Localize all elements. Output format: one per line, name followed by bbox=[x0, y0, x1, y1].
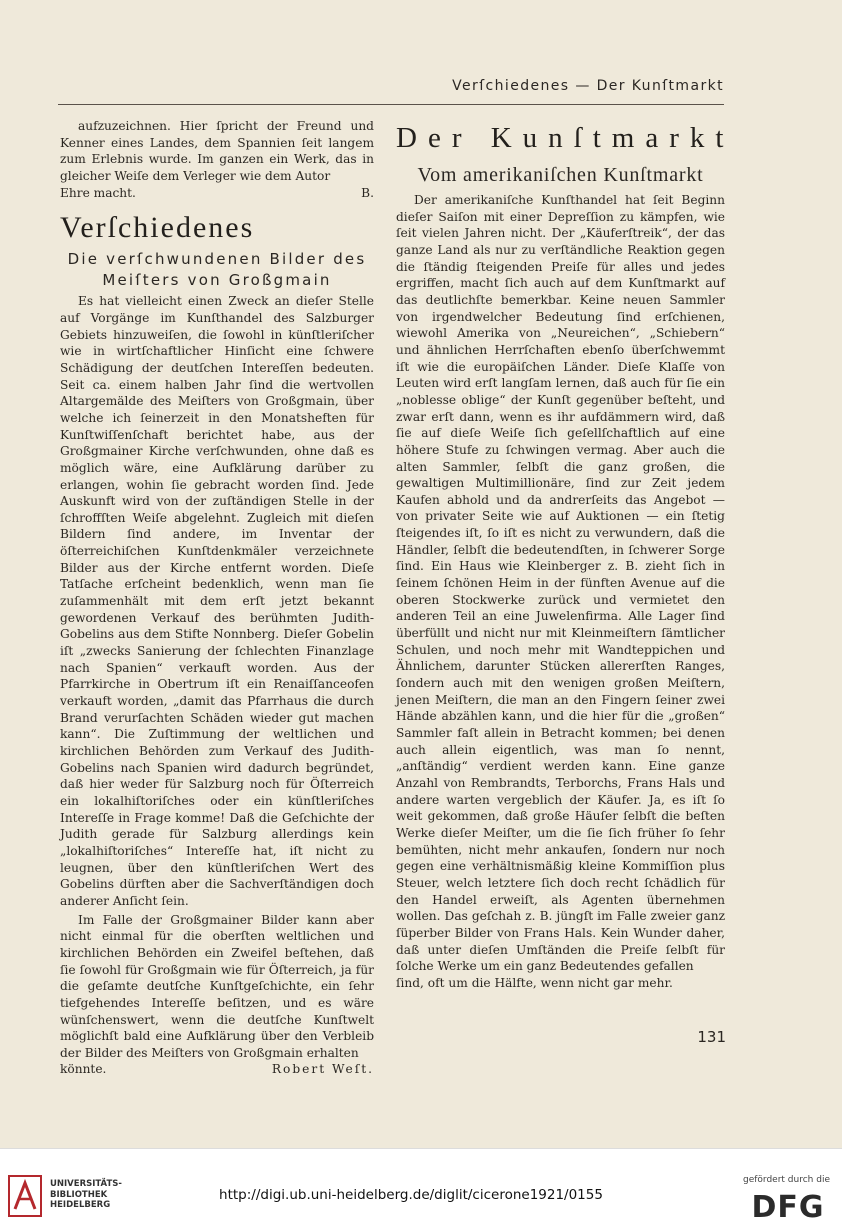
permalink-url[interactable]: http://digi.ub.uni-heidelberg.de/diglit/cicerone1921/0155 bbox=[219, 1187, 603, 1203]
dfg-logo-icon[interactable] bbox=[746, 1189, 830, 1221]
article-signature-line bbox=[60, 1061, 374, 1078]
article-signature: Robert Weſt. bbox=[271, 1062, 374, 1077]
intro-signature: B. bbox=[361, 185, 374, 200]
university-library-logo-icon[interactable] bbox=[8, 1175, 42, 1217]
intro-paragraph: aufzuzeichnen. Hier ſpricht der Freund und Kenner eines Landes, dem Spannien ſeit langem zum Erlebnis wurde. Im ganzen ein Werk, das in gleicher Weiſe dem Verleger wie dem Autor bbox=[60, 119, 374, 183]
intro-signature-line bbox=[60, 185, 374, 202]
library-line: HEIDELBERG bbox=[50, 1200, 111, 1210]
article-paragraph-2: Im Falle der Großgmainer Bilder kann aber nicht einmal für die oberſten weltlichen und kirchlichen Behörden ein Zweifel beſtehen, daß ſie ſowohl für Großgmain wie für Öſterreich, ja für die geſamte deutſche Kunſtgeſchichte, ein ſehr tiefgehendes Intereſſe beſitzen, und es wäre wünſchenswert, wenn die deutſche Kunſtwelt möglichſt bald eine Aufklärung über den Verbleib der Bilder des Meiſters von Großgmain erhalten bbox=[60, 912, 374, 1060]
right-column bbox=[396, 118, 735, 992]
page-number: 131 bbox=[697, 1028, 726, 1046]
article-title-grossgmain: Die verſchwundenen Bilder des Meiſters von Großgmain bbox=[67, 250, 367, 290]
library-name bbox=[50, 1179, 122, 1211]
article-last-line: könnte. bbox=[60, 1062, 107, 1077]
section-title-verschiedenes: Verſchiedenes bbox=[60, 211, 255, 245]
svg-text:DFG: DFG bbox=[751, 1190, 825, 1221]
article-paragraph-1: Es hat vielleicht einen Zweck an dieſer Stelle auf Vorgänge im Kunſthandel des Salzburger Gebiets hinzuweiſen, die ſowohl in künſtleriſcher wie in wirtſchaftlicher Hinſicht eine ſchwere Schädigung der deutſchen Intereſſen bedeuten. Seit ca. einem halben Jahr ſind die wertvollen Altargemälde des Meiſters von Großgmain, über welche ich ſeinerzeit in den Monatsheften für Kunſtwiſſenſchaft berichtet habe, aus der Großgmainer Kirche verſchwunden, ohne daß es möglich wäre, eine Aufklärung darüber zu erlangen, wohin ſie gebracht worden ſind. Jede Auskunft wird von der zuſtändigen Stelle in der ſchroffſten Weiſe abgelehnt. Zugleich mit dieſen Bildern ſind andere, im Inventar der öſterreichiſchen Kunſtdenkmäler verzeichnete Bilder aus der Kirche entfernt worden. Dieſe Tatſache erſcheint bedenklich, wenn man ſie zuſammenhält mit dem erſt jetzt bekannt gewordenen Verkauf des berühmten Judith-Gobelins aus dem Stifte Nonnberg. Dieſer Gobelin iſt „zwecks Sanierung der ſchlechten Finanzlage nach Spanien“ verkauft worden. Aus der Pfarrkirche in Obertrum iſt ein Renaiſſanceofen verkauft worden, „damit das Pfarrhaus die durch Brand verurſachten Schäden wieder gut machen kann“. Die Zuſtimmung der weltlichen und kirchlichen Behörden zum Verkauf des Judith-Gobelins nach Spanien wird dadurch begründet, daß hier weder für Salzburg noch für Öſterreich ein lokalhiſtoriſches oder ein künſtleriſches Intereſſe in Frage komme! Daß die Geſchichte der Judith gerade für Salzburg allerdings kein „lokalhiſtoriſches“ Intereſſe hat, iſt nicht zu leugnen, über den künſtleriſchen Wert des Gobelins dürften aber die Sachverſtändigen doch anderer Anſicht ſein. bbox=[60, 294, 374, 908]
section-title-kunstmarkt: Der Kunſtmarkt bbox=[396, 122, 735, 154]
left-column bbox=[60, 118, 374, 1078]
intro-last-line: Ehre macht. bbox=[60, 185, 136, 200]
library-line: BIBLIOTHEK bbox=[50, 1189, 108, 1200]
header-rule bbox=[58, 104, 724, 105]
footer-bar bbox=[0, 1148, 842, 1227]
library-line: UNIVERSITÄTS- bbox=[50, 1179, 122, 1189]
market-paragraph-1: Der amerikaniſche Kunſthandel hat ſeit Beginn dieſer Saiſon mit einer Depreſſion zu kämpfen, wie ſeit vielen Jahren nicht. Der „Käuferſtreik“, der das ganze Land als nur zu verſtändliche Reaktion gegen die ſtändig ſteigenden Preiſe für alles und jedes ergriffen, macht ſich auch auf dem Kunſtmarkt auf das deutlichſte bemerkbar. Keine neuen Sammler von irgendwelcher Bedeutung ſind erſchienen, wiewohl Amerika von „Neureichen“, „Schiebern“ und ähnlichen Herrſchaften ebenſo überſchwemmt iſt wie die europäiſchen Länder. Dieſe Klaſſe von Leuten wird erſt langſam lernen, daß auch für ſie ein „noblesse oblige“ der Kunſt gegenüber beſteht, und zwar erſt dann, wenn es ihr aufdämmern wird, daß ſie auf dieſe Weiſe ſich geſellſchaftlich auf eine höhere Stufe zu ſchwingen vermag. Aber auch die alten Sammler, ſelbſt die ganz großen, die gewaltigen Multimillionäre, ſind zur Zeit jedem Kaufen abhold und da andrerſeits das Angebot — von privater Seite wie auf Auktionen — ein ſtetig ſteigendes iſt, ſo iſt es nicht zu verwundern, daß die Händler, ſelbſt die bedeutendſten, in ſchwerer Sorge ſind. Ein Haus wie Kleinberger z. B. zieht ſich in ſeinem ſchönen Heim in der fünften Avenue auf die oberen Stockwerke zurück und vermietet den anderen Teil an eine Juwelenfirma. Alle Lager ſind überfüllt und nicht nur mit Kleinmeiſtern ſämtlicher Schulen, und noch mehr mit Wandteppichen und Ähnlichem, darunter Stücken allererſten Ranges, ſondern auch mit den wenigen großen Meiſtern, jenen Meiſtern, die man an den Fingern ſeiner zwei Hände abzählen kann, und die hier für die „großen“ Sammler faſt allein in Betracht kommen; bei denen auch allein eigentlich, was man ſo nennt, „anſtändig“ verdient werden kann. Eine ganze Anzahl von Rembrandts, Terborchs, Frans Hals und andere warten vergeblich der Käufer. Ja, es iſt ſo weit gekommen, daß große Häuſer ſelbſt die beſten Werke dieſer Meiſter, um die ſie ſich früher ſo ſehr bemühten, nicht mehr ankaufen, ſondern nur noch gegen eine verhältnismäßig kleine Kommiſſion plus Steuer, welch letztere ſich doch recht ſchädlich für den Handel erweiſt, als Agenten übernehmen wollen. Das geſchah z. B. jüngſt im Falle zweier ganz ſüperber Bilder von Frans Hals. Kein Wunder daher, daß unter dieſen Umſtänden die Preiſe ſelbſt für ſolche Werke um ein ganz Bedeutendes gefallen bbox=[396, 193, 725, 974]
market-last-line: ſind, oft um die Hälfte, wenn nicht gar mehr. bbox=[396, 975, 673, 990]
funded-by-label: gefördert durch die bbox=[743, 1175, 830, 1185]
article-title-amerikanisch: Vom amerikaniſchen Kunſtmarkt bbox=[417, 164, 704, 186]
running-head: Verſchiedenes — Der Kunſtmarkt bbox=[452, 78, 724, 94]
